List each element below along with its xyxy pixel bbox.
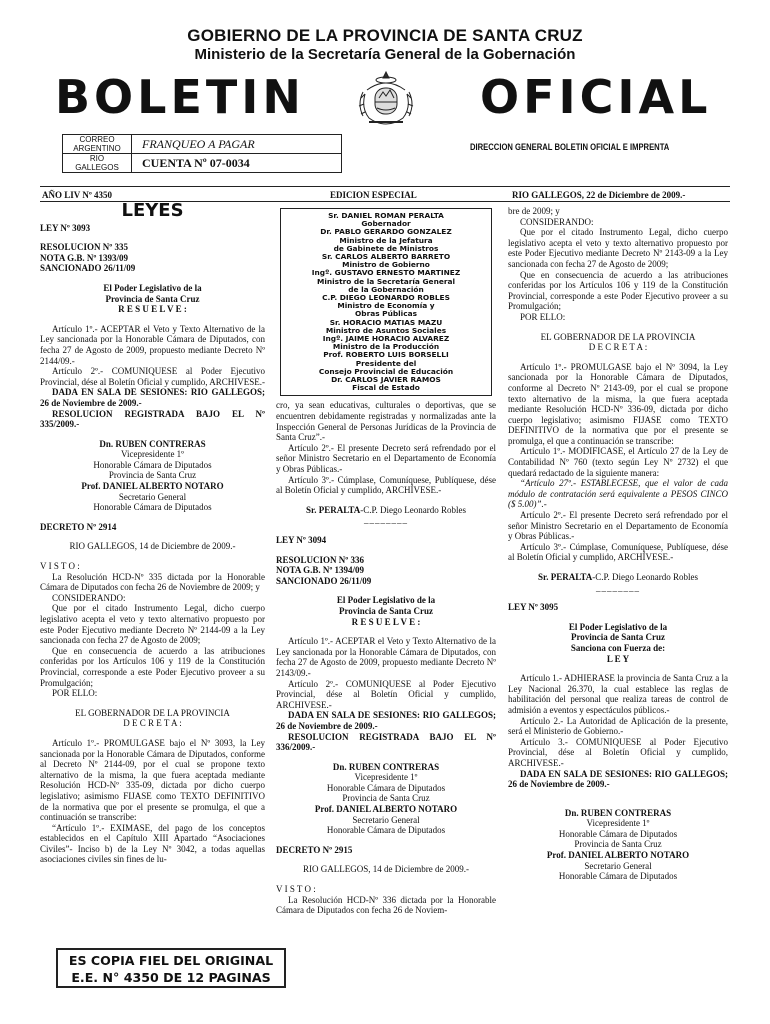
considerando-2: Que en consecuencia de acuerdo a las atribuciones conferidas por los Artículos 106 y 119 de la Constitución Provincial, corresponde a este Poder Ejecutivo proveer a su Promulgación; (40, 645, 265, 688)
visto-text: La Resolución HCD-Nº 336 dictada por la Honorable Cámara de Diputados con fecha 26 de Noviem- (276, 894, 496, 916)
signer-body: Honorable Cámara de Diputados (326, 782, 446, 793)
article-1: Artículo 1.- ADHIERASE la provincia de Santa Cruz a la Ley Nacional 26.370, la cual establece las reglas de habilitación del personal que realiza tareas de control de admisión a eventos y espectáculos públicos.- (508, 673, 728, 715)
por-ello: POR ELLO: (52, 688, 98, 699)
issue-date: RIO GALLEGOS, 22 de Diciembre de 2009.- (512, 190, 686, 200)
signer-name: Dn. RUBEN CONTRERAS (332, 761, 440, 772)
poder-legislativo: El Poder Legislativo de la (568, 621, 668, 632)
direccion-label: DIRECCION GENERAL BOLETIN OFICIAL E IMPRENTA (470, 142, 670, 152)
section-title: LEYES (121, 200, 184, 221)
secretary-role: Secretario General (118, 491, 187, 502)
robles-signature: -C.P. Diego Leonardo Robles (360, 504, 466, 515)
signer-province: Provincia de Santa Cruz (574, 839, 662, 850)
secretary-name: Prof. DANIEL ALBERTO NOTARO (314, 804, 458, 815)
decreto-article-3: Artículo 3º.- Cúmplase, Comuníquese, Publíquese, dése al Boletín Oficial y cumplido, ARCHÍVESE.- (276, 474, 496, 496)
masthead-boletin: BOLETIN (55, 70, 305, 124)
decreto-article-2: Artículo 2º.- El presente Decreto será refrendado por el señor Ministro Secretario en el Departamento de Economía y Obras Públicas.- (276, 442, 496, 475)
ley-number: LEY Nº 3094 (276, 535, 327, 545)
coat-of-arms-icon (355, 68, 417, 128)
resolution-number: RESOLUCION Nº 336 (276, 554, 364, 565)
secretary-body: Honorable Cámara de Diputados (326, 825, 446, 836)
por-ello: POR ELLO: (520, 311, 566, 322)
secretary-name: Prof. DANIEL ALBERTO NOTARO (81, 481, 224, 492)
continued-text: bre de 2009; y (508, 206, 560, 216)
minister-line: Ingº. GUSTAVO ERNESTO MARTINEZ (311, 268, 461, 278)
decreto-article-3: Artículo 3º.- Cúmplase, Comuníquese, Publíquese, dése al Boletín Oficial y cumplido, ARCHÍVESE.- (508, 541, 728, 563)
ley-number: LEY Nº 3095 (508, 602, 559, 613)
postal-box (62, 134, 342, 173)
article-1: Artículo 1º.- ACEPTAR el Veto y Texto Alternativo de la Ley sancionada por la Honorable Cámara de Diputados, con fecha 27 de Agosto de 2009, propuesto mediante Decreto Nº 2143/09.- (276, 636, 496, 678)
column-2 (276, 206, 496, 916)
considerando-label: CONSIDERANDO: (52, 592, 126, 603)
considerando-label: CONSIDERANDO: (520, 216, 594, 227)
separator: ________ (596, 582, 640, 593)
issue-number: AÑO LIV Nº 4350 (42, 190, 113, 200)
correo-label: CORREO ARGENTINO (63, 135, 132, 154)
decreto-article-1-text: “Artículo 1º.- EXIMASE, del pago de los conceptos establecidos en el Capítulo XIII Apartado “Asociaciones Civiles”- Inciso b) de la Ley Nº 3042, a todas aquellas asociaciones civiles sin fines de lu- (40, 822, 265, 865)
ministry-title: Ministerio de la Secretaría General de la Gobernación (194, 46, 576, 63)
signer-name: Dn. RUBEN CONTRERAS (564, 807, 672, 818)
visto-label: V I S T O : (40, 561, 80, 572)
header-rule-top (40, 186, 730, 187)
minister-line: Ministro de la Secretaría General (316, 276, 456, 286)
decreto-article-2: Artículo 2º.- El presente Decreto será refrendado por el señor Ministro Secretario en el Departamento de Economía y Obras Públicas.- (508, 510, 728, 542)
dada-en-sala: DADA EN SALA DE SESIONES: RIO GALLEGOS; 26 de Noviembre de 2009.- (276, 710, 496, 731)
minister-line: Ingº. JAIME HORACIO ALVAREZ (322, 334, 450, 344)
decreto-date: RIO GALLEGOS, 14 de Diciembre de 2009.- (303, 864, 469, 875)
edition-label: EDICION ESPECIAL (330, 190, 417, 200)
decreto-number: DECRETO Nº 2915 (276, 844, 353, 855)
minister-line: Ministro de la Jefatura (339, 235, 433, 245)
decreto-article-1: Artículo 1º.- PROMULGASE bajo el Nº 3093, la Ley sancionada por la Honorable Cámara de Diputados, conforme al Decreto Nº 2144-09, por el cual se propone texto alternativo de la misma, la que fuera aceptada mediante Resolución HCD-Nº 335-09, dictada por dicho cuerpo legislativo; asimismo FIJASE como TEXTO DEFINITIVO de la normativa que por el presente se promulga, el que a continuación se transcribe: (40, 737, 265, 823)
column-3 (508, 206, 728, 882)
provincia-label: Provincia de Santa Cruz (338, 605, 434, 616)
decreto-article-27: “Artículo 27º.- ESTABLECESE, que el valor de cada módulo de contratación será equivalente a PESOS CINCO ($ 5.00)”.- (508, 478, 728, 510)
considerando-2: Que en consecuencia de acuerdo a las atribuciones conferidas por los Artículos 106 y 119 de la Constitución Provincial, corresponde a este Poder Ejecutivo proveer a su Promulgación; (508, 269, 728, 312)
copia-fiel-stamp (56, 948, 286, 988)
column-1 (40, 200, 265, 865)
article-1: Artículo 1º.- ACEPTAR el Veto y Texto Alternativo de la Ley sancionada por la Honorable Cámara de Diputados, con fecha 27 de Agosto de 2009, propuesto mediante Decreto Nº 2144/09.- (40, 323, 265, 366)
nota-number: NOTA G.B. Nº 1393/09 (40, 252, 129, 263)
article-2: Artículo 2º.- COMUNIQUESE al Poder Ejecutivo Provincial, dése al Boletín Oficial y cumplido, ARCHIVESE.- (40, 366, 265, 387)
resolucion-registrada: RESOLUCION REGISTRADA BAJO EL Nº 336/2009.- (276, 731, 496, 753)
considerando-1: Que por el citado Instrumento Legal, dicho cuerpo legislativo acepta el veto y texto alternativo propuesto por este Poder Ejecutivo mediante Decreto Nº 2144-09 a la Ley sancionada con fecha 27 de Agosto de 2009; (40, 603, 265, 646)
minister-line: Gobernador (361, 219, 411, 229)
ley-number: LEY Nº 3093 (40, 222, 91, 233)
ley-label: L E Y (606, 653, 630, 664)
article-3: Artículo 3.- COMUNIQUESE al Poder Ejecutivo Provincial, dése al Boletín Oficial y cumplido, ARCHIVESE.- (508, 736, 728, 768)
ministers-box (280, 208, 492, 396)
signer-name: Dn. RUBEN CONTRERAS (99, 438, 206, 449)
minister-line: Prof. ROBERTO LUIS BORSELLI (323, 350, 449, 360)
copia-line-1: ES COPIA FIEL DEL ORIGINAL (68, 953, 274, 968)
gobernador-label: EL GOBERNADOR DE LA PROVINCIA (75, 707, 230, 718)
signer-role: Vicepresidente 1º (586, 818, 650, 829)
resuelve-label: R E S U E L V E : (351, 616, 421, 627)
poder-legislativo: El Poder Legislativo de la (336, 595, 436, 606)
minister-line: Ministro de Asuntos Sociales (325, 325, 447, 335)
minister-line: Dr. CARLOS JAVIER RAMOS (331, 375, 441, 385)
continued-text: cro, ya sean educativas, culturales o deportivas, que se encuentren debidamente registradas y normalizadas ante la Inspección General de Personas Jurídicas de la Provincia de Santa Cruz”.- (276, 400, 496, 443)
sancionado-date: SANCIONADO 26/11/09 (40, 263, 136, 274)
provincia-label: Provincia de Santa Cruz (570, 632, 666, 643)
dada-en-sala: DADA EN SALA DE SESIONES: RIO GALLEGOS; 26 de Noviembre de 2009.- (40, 387, 265, 408)
dada-en-sala: DADA EN SALA DE SESIONES: RIO GALLEGOS; 26 de Noviembre de 2009.- (508, 768, 728, 790)
signer-body: Honorable Cámara de Diputados (558, 828, 678, 839)
minister-line: Sr. DANIEL ROMAN PERALTA (328, 211, 444, 220)
signer-role: Vicepresidente 1º (354, 772, 418, 783)
robles-signature: -C.P. Diego Leonardo Robles (592, 572, 698, 582)
sancionado-date: SANCIONADO 26/11/09 (276, 575, 372, 586)
secretary-body: Honorable Cámara de Diputados (558, 871, 678, 882)
peralta-signature: Sr. PERALTA (306, 504, 361, 515)
minister-line: Obras Públicas (355, 309, 417, 319)
secretary-role: Secretario General (584, 860, 652, 871)
minister-line: Sr. CARLOS ALBERTO BARRETO (321, 252, 451, 262)
minister-line: Ministro de Gobierno (342, 260, 430, 270)
minister-line: de Gabinete de Ministros (333, 243, 439, 253)
decreta-label: D E C R E T A : (588, 342, 648, 353)
signer-body: Honorable Cámara de Diputados (93, 459, 212, 470)
rio-label: RIO GALLEGOS (63, 154, 132, 173)
resolucion-registrada: RESOLUCION REGISTRADA BAJO EL Nº 335/2009.- (40, 408, 265, 430)
decreta-label: D E C R E T A : (123, 718, 182, 729)
poder-legislativo: El Poder Legislativo de la (103, 282, 202, 293)
resuelve-label: R E S U E L V E : (118, 304, 187, 315)
secretary-role: Secretario General (352, 814, 420, 825)
franqueo-label: FRANQUEO A PAGAR (132, 135, 342, 154)
secretary-body: Honorable Cámara de Diputados (93, 502, 212, 513)
minister-line: Fiscal de Estado (352, 383, 420, 393)
provincia-label: Provincia de Santa Cruz (105, 293, 200, 304)
visto-label: V I S T O : (276, 884, 316, 895)
government-title: GOBIERNO DE LA PROVINCIA DE SANTA CRUZ (187, 26, 583, 45)
gobernador-label: EL GOBERNADOR DE LA PROVINCIA (540, 331, 696, 342)
visto-text: La Resolución HCD-Nº 335 dictada por la Honorable Cámara de Diputados con fecha 26 de Noviembre de 2009; y (40, 571, 265, 593)
cuenta-label: CUENTA Nº 07-0034 (132, 154, 342, 173)
separator: ________ (364, 515, 408, 526)
peralta-signature: Sr. PERALTA (538, 572, 593, 582)
decreto-article-1-text: Artículo 1º.- MODIFICASE, el Artículo 27 de la Ley de Contabilidad Nº 760 (texto según Ley Nº 2732) el que quedará redactado de la siguiente manera: (508, 446, 728, 478)
considerando-1: Que por el citado Instrumento Legal, dicho cuerpo legislativo acepta el veto y texto alternativo propuesto por este Poder Ejecutivo mediante Decreto Nº 2143-09 a la Ley sancionada con fecha 27 de Agosto de 2009; (508, 227, 728, 269)
decreto-date: RIO GALLEGOS, 14 de Diciembre de 2009.- (69, 541, 236, 552)
minister-line: Ministro de la Producción (332, 342, 440, 352)
minister-line: Ministro de Economía y (337, 301, 435, 311)
signer-province: Provincia de Santa Cruz (108, 470, 197, 481)
secretary-name: Prof. DANIEL ALBERTO NOTARO (546, 850, 690, 861)
article-2: Artículo 2º.- COMUNIQUESE al Poder Ejecutivo Provincial, dése al Boletín Oficial y cumplido, ARCHIVESE.- (276, 678, 496, 710)
minister-line: C.P. DIEGO LEONARDO ROBLES (322, 293, 450, 303)
minister-line: Consejo Provincial de Educación (318, 366, 454, 376)
masthead-oficial: OFICIAL (480, 70, 712, 124)
decreto-article-1: Artículo 1º.- PROMULGASE bajo el Nº 3094, la Ley sancionada por la Honorable Cámara de Diputados, conforme al Decreto Nº 2143-09, por el cual se propone texto alternativo de la misma, la que fuera aceptada mediante Resolución HCD-Nº 336-09, dictada por dicho cuerpo legislativo; asimismo FIJASE como TEXTO DEFINITIVO de la normativa que por el presente se promulga, el que a continuación se transcribe: (508, 361, 728, 446)
decreto-number: DECRETO Nº 2914 (40, 521, 117, 532)
minister-line: Presidente del (355, 358, 417, 368)
nota-number: NOTA G.B. Nº 1394/09 (276, 565, 365, 576)
minister-line: Sr. HORACIO MATIAS MAZU (329, 317, 443, 327)
resolution-number: RESOLUCION Nº 335 (40, 242, 128, 253)
signer-province: Provincia de Santa Cruz (342, 793, 430, 804)
copia-line-2: E.E. N° 4350 DE 12 PAGINAS (71, 970, 271, 985)
sanciona-label: Sanciona con Fuerza de: (570, 642, 666, 653)
minister-line: Dr. PABLO GERARDO GONZALEZ (320, 227, 452, 237)
signer-role: Vicepresidente 1º (121, 449, 184, 460)
article-2: Artículo 2.- La Autoridad de Aplicación de la presente, será el Ministerio de Gobierno.- (508, 715, 728, 737)
minister-line: de la Gobernación (348, 284, 424, 294)
